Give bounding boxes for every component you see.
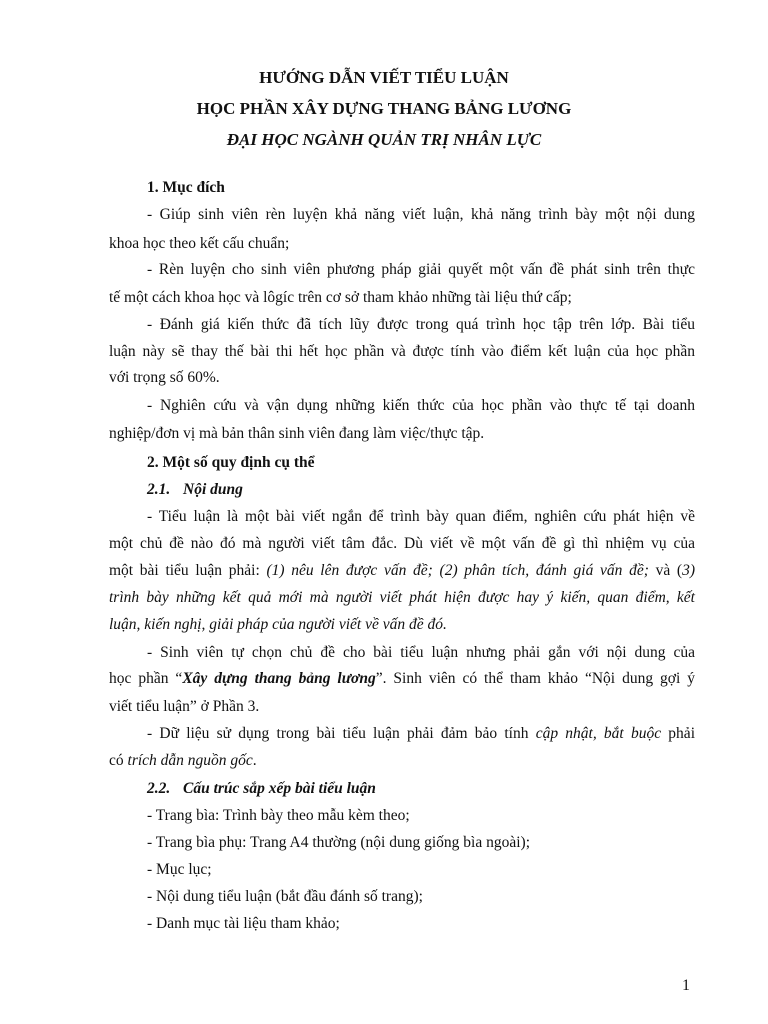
section-1-bullet-3-line-3: với trọng số 60%. [109,369,220,386]
para-1-line-3-and: và ( [648,562,683,579]
para-1-line-3 [109,561,695,581]
section-2-heading: 2. Một số quy định cụ thể [147,454,315,471]
para-1-line-3-italic: (1) nêu lên được vấn đề; (2) phân tích, đánh giá vấn đề; [266,562,649,579]
subsection-2-2-title: Cấu trúc sắp xếp bài tiểu luận [183,780,376,797]
para-2-line-2-tail: ”. Sinh viên có thể tham khảo “Nội dung gợi ý [375,670,695,687]
para-2-line-2-text: học phần “ [109,670,183,687]
doc-subtitle: HỌC PHẦN XÂY DỰNG THANG BẢNG LƯƠNG [196,99,572,118]
para-3-line-1 [147,724,695,744]
para-3-line-1-text: - Dữ liệu sử dụng trong bài tiểu luận phải đảm bảo tính [147,725,536,742]
para-1-line-1: - Tiểu luận là một bài viết ngắn để trình bày quan điểm, nghiên cứu phát hiện về [147,508,695,525]
para-2-line-1: - Sinh viên tự chọn chủ đề cho bài tiểu luận nhưng phải gắn với nội dung của [147,644,695,661]
section-1-bullet-1-line-1: - Giúp sinh viên rèn luyện khả năng viết luận, khả năng trình bày một nội dung [147,206,695,223]
section-1-bullet-3-line-1: - Đánh giá kiến thức đã tích lũy được trong quá trình học tập trên lớp. Bài tiểu [147,316,695,333]
para-1-line-4: trình bày những kết quả mới mà người viết phát hiện được hay ý kiến, quan điểm, kết [109,589,695,606]
para-3-line-1-italic: cập nhật, bắt buộc [535,725,662,742]
para-1-line-3-text: một bài tiểu luận phải: [109,562,267,579]
subsection-2-2-heading [147,779,376,799]
section-1-heading: 1. Mục đích [147,179,225,196]
list-item: - Trang bìa: Trình bày theo mẫu kèm theo; [147,807,410,824]
para-3-line-2-text: có [109,752,128,769]
section-1-bullet-3-line-2: luận này sẽ thay thế bài thi hết học phần và được tính vào điểm kết luận của học phần [109,343,695,360]
para-3-line-2-tail: . [252,752,257,769]
list-item: - Trang bìa phụ: Trang A4 thường (nội dung giống bìa ngoài); [147,834,531,851]
subsection-2-1-number: 2.1. [147,481,171,498]
para-3-line-2-italic: trích dẫn nguồn gốc [127,752,253,769]
subsection-2-2-number: 2.2. [147,780,171,797]
doc-title: HƯỚNG DẪN VIẾT TIỂU LUẬN [259,68,509,87]
section-1-bullet-4-line-2: nghiệp/đơn vị mà bản thân sinh viên đang làm việc/thực tập. [109,425,485,442]
list-item: - Danh mục tài liệu tham khảo; [147,915,340,932]
para-2-line-3: viết tiểu luận” ở Phần 3. [109,698,260,715]
section-1-bullet-2-line-2: tế một cách khoa học và lôgíc trên cơ sở tham khảo những tài liệu thứ cấp; [109,289,572,306]
para-3-line-1-tail: phải [661,725,695,742]
subsection-2-1-heading [147,480,243,500]
doc-faculty: ĐẠI HỌC NGÀNH QUẢN TRỊ NHÂN LỰC [226,130,542,149]
section-1-bullet-4-line-1: - Nghiên cứu và vận dụng những kiến thức của học phần vào thực tế tại doanh [147,397,695,414]
course-name: Xây dựng thang bảng lương [182,670,376,687]
para-1-line-5: luận, kiến nghị, giải pháp của người viết về vấn đề đó. [109,616,447,633]
para-1-line-3-item-3: 3) [682,562,695,579]
list-item: - Nội dung tiểu luận (bắt đầu đánh số trang); [147,888,423,905]
para-3-line-2 [109,751,257,771]
section-1-bullet-2-line-1: - Rèn luyện cho sinh viên phương pháp giải quyết một vấn đề phát sinh trên thực [147,261,695,278]
section-1-bullet-1-line-2: khoa học theo kết cấu chuẩn; [109,235,290,252]
page-number: 1 [682,977,690,994]
subsection-2-1-title: Nội dung [183,481,243,498]
para-2-line-2 [109,669,695,689]
list-item: - Mục lục; [147,861,212,878]
para-1-line-2: một chủ đề nào đó mà người viết tâm đắc. Dù viết về một vấn đề gì thì nhiệm vụ của [109,535,695,552]
